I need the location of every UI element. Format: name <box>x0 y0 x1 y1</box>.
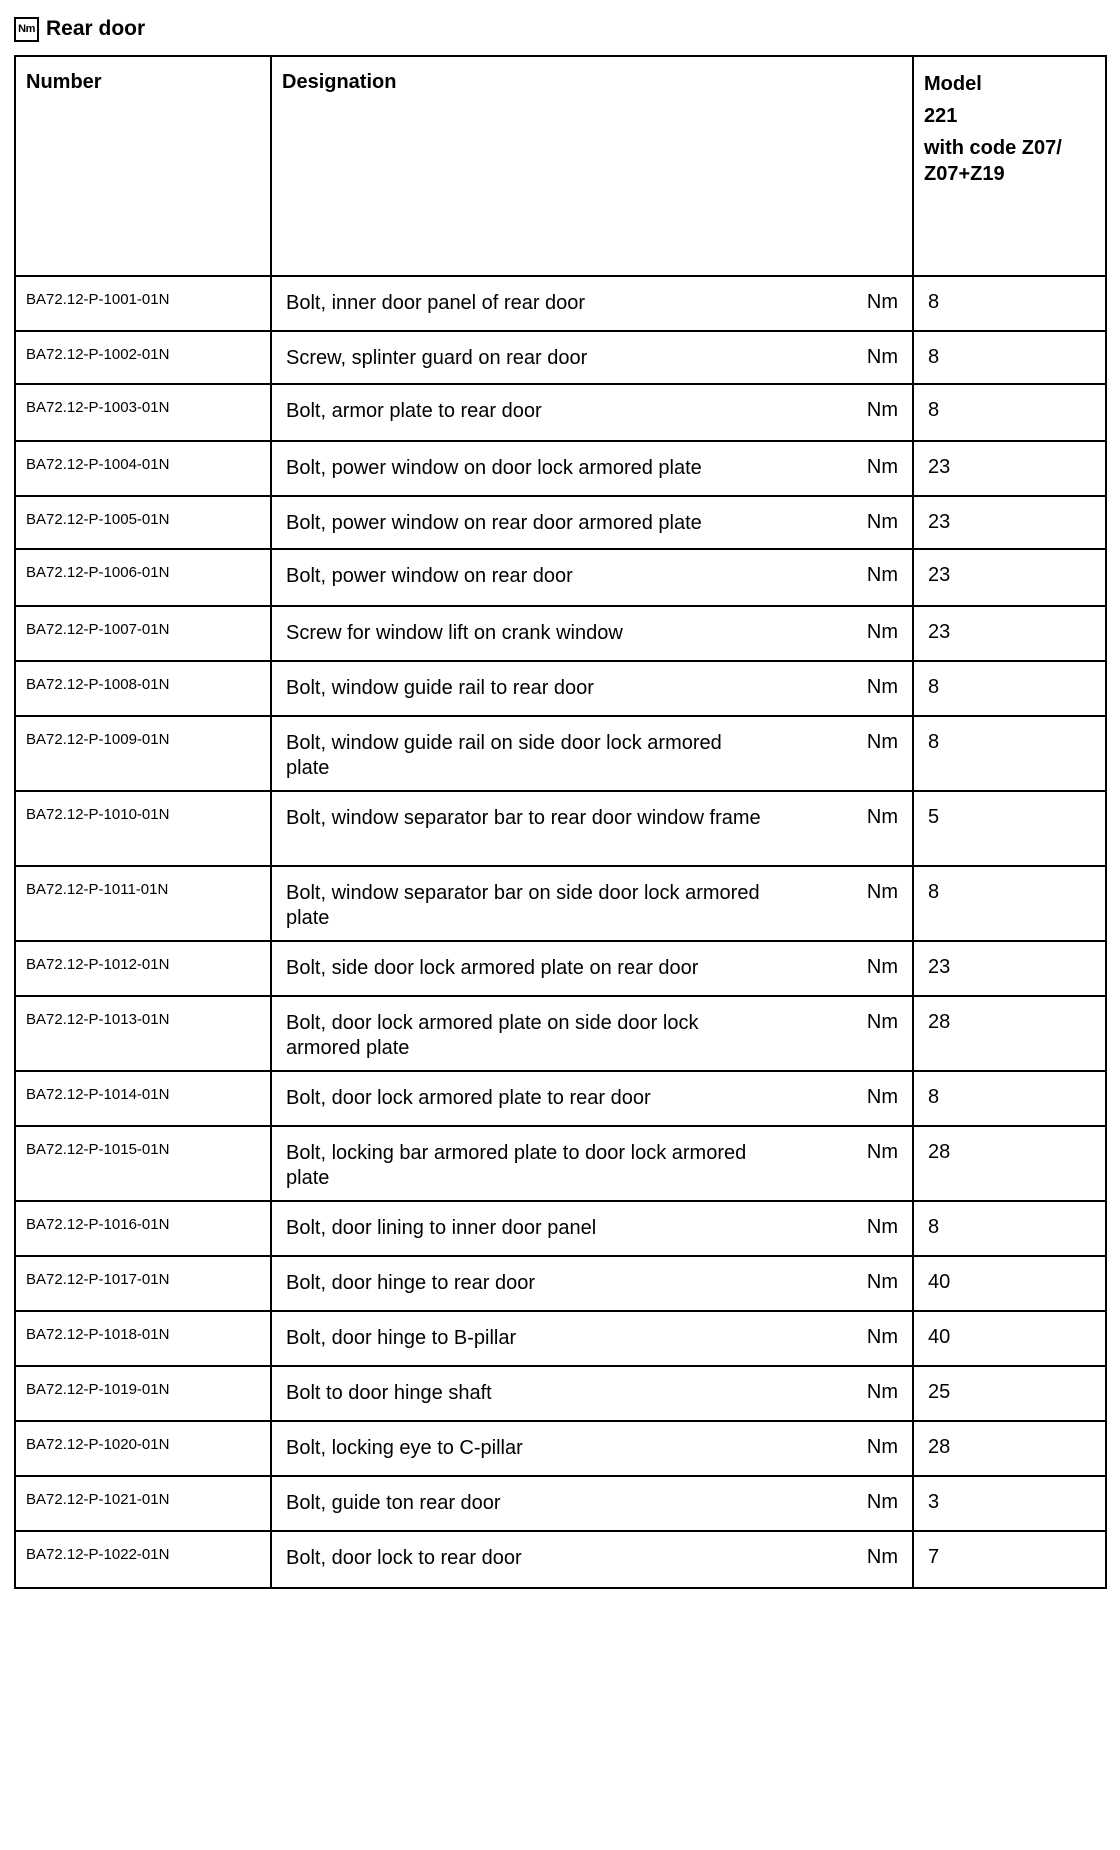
table-row <box>15 1366 1106 1421</box>
row-designation: Screw, splinter guard on rear door <box>286 347 588 369</box>
header-model-line: Model <box>924 73 982 95</box>
table-row <box>15 1311 1106 1366</box>
table-row <box>15 1071 1106 1126</box>
row-number: BA72.12-P-1007-01N <box>15 606 271 661</box>
row-designation-cell <box>271 941 913 996</box>
table-row <box>15 1201 1106 1256</box>
row-torque-value: 8 <box>913 1201 1106 1256</box>
row-unit: Nm <box>866 1216 898 1238</box>
row-unit: Nm <box>866 676 898 698</box>
row-number: BA72.12-P-1005-01N <box>15 496 271 549</box>
row-torque-value: 5 <box>913 791 1106 866</box>
row-unit: Nm <box>866 1491 898 1513</box>
header-model-line: Z07+Z19 <box>924 163 1005 185</box>
row-number: BA72.12-P-1010-01N <box>15 791 271 866</box>
row-unit: Nm <box>866 1271 898 1293</box>
row-torque-value: 23 <box>913 606 1106 661</box>
row-unit: Nm <box>866 291 898 313</box>
row-designation-cell <box>271 606 913 661</box>
row-designation: Bolt, side door lock armored plate on rear door <box>286 957 699 979</box>
row-unit: Nm <box>866 1141 898 1163</box>
row-number: BA72.12-P-1009-01N <box>15 716 271 791</box>
row-designation-cell <box>271 1201 913 1256</box>
row-unit: Nm <box>866 731 898 753</box>
row-number: BA72.12-P-1003-01N <box>15 384 271 441</box>
row-torque-value: 8 <box>913 716 1106 791</box>
row-designation-cell <box>271 1126 913 1201</box>
table-row <box>15 866 1106 941</box>
row-unit: Nm <box>866 1326 898 1348</box>
row-designation-cell <box>271 1311 913 1366</box>
table-row <box>15 1126 1106 1201</box>
table-row <box>15 996 1106 1071</box>
row-designation-cell <box>271 1256 913 1311</box>
row-unit: Nm <box>866 399 898 421</box>
row-unit: Nm <box>866 806 898 828</box>
row-designation: Bolt, window separator bar on side door lock armored plate <box>286 882 760 929</box>
table-row <box>15 791 1106 866</box>
row-designation-cell <box>271 1366 913 1421</box>
row-number: BA72.12-P-1006-01N <box>15 549 271 606</box>
row-number: BA72.12-P-1013-01N <box>15 996 271 1071</box>
row-unit: Nm <box>866 1436 898 1458</box>
table-row <box>15 606 1106 661</box>
row-designation-cell <box>271 496 913 549</box>
row-designation-cell <box>271 1071 913 1126</box>
row-torque-value: 3 <box>913 1476 1106 1531</box>
row-designation-cell <box>271 276 913 331</box>
row-number: BA72.12-P-1018-01N <box>15 1311 271 1366</box>
row-unit: Nm <box>866 1086 898 1108</box>
row-designation-cell <box>271 661 913 716</box>
row-unit: Nm <box>866 511 898 533</box>
row-designation: Screw for window lift on crank window <box>286 622 623 644</box>
row-torque-value: 28 <box>913 1421 1106 1476</box>
row-torque-value: 23 <box>913 496 1106 549</box>
row-designation-cell <box>271 1531 913 1588</box>
row-unit: Nm <box>866 956 898 978</box>
row-number: BA72.12-P-1022-01N <box>15 1531 271 1588</box>
row-torque-value: 8 <box>913 276 1106 331</box>
table-row <box>15 549 1106 606</box>
header-model <box>913 56 1106 276</box>
row-designation: Bolt, inner door panel of rear door <box>286 292 586 314</box>
row-designation: Bolt, power window on rear door armored plate <box>286 512 702 534</box>
table-row <box>15 716 1106 791</box>
row-torque-value: 40 <box>913 1311 1106 1366</box>
row-torque-value: 25 <box>913 1366 1106 1421</box>
row-designation-cell <box>271 1476 913 1531</box>
torque-nm-icon: Nm <box>14 17 39 42</box>
row-number: BA72.12-P-1011-01N <box>15 866 271 941</box>
row-designation-cell <box>271 384 913 441</box>
table-row <box>15 1421 1106 1476</box>
header-model-line: with code Z07/ <box>924 137 1062 159</box>
row-torque-value: 23 <box>913 549 1106 606</box>
row-designation: Bolt to door hinge shaft <box>286 1382 492 1404</box>
row-designation: Bolt, locking bar armored plate to door lock armored plate <box>286 1142 747 1189</box>
row-designation-cell <box>271 331 913 384</box>
row-designation-cell <box>271 716 913 791</box>
row-torque-value: 28 <box>913 996 1106 1071</box>
row-unit: Nm <box>866 1546 898 1568</box>
row-torque-value: 8 <box>913 661 1106 716</box>
row-number: BA72.12-P-1015-01N <box>15 1126 271 1201</box>
row-unit: Nm <box>866 1381 898 1403</box>
row-torque-value: 28 <box>913 1126 1106 1201</box>
table-row <box>15 661 1106 716</box>
row-number: BA72.12-P-1020-01N <box>15 1421 271 1476</box>
row-unit: Nm <box>866 456 898 478</box>
row-torque-value: 40 <box>913 1256 1106 1311</box>
header-model-line: 221 <box>924 105 958 127</box>
row-designation: Bolt, window separator bar to rear door window frame <box>286 807 761 829</box>
torque-spec-table <box>14 55 1107 1589</box>
row-designation: Bolt, door lining to inner door panel <box>286 1217 597 1239</box>
row-designation-cell <box>271 791 913 866</box>
row-number: BA72.12-P-1014-01N <box>15 1071 271 1126</box>
row-number: BA72.12-P-1012-01N <box>15 941 271 996</box>
row-number: BA72.12-P-1019-01N <box>15 1366 271 1421</box>
row-designation: Bolt, locking eye to C-pillar <box>286 1437 523 1459</box>
row-unit: Nm <box>866 621 898 643</box>
table-row <box>15 384 1106 441</box>
header-designation: Designation <box>271 56 913 276</box>
table-row <box>15 941 1106 996</box>
row-designation: Bolt, window guide rail to rear door <box>286 677 594 699</box>
row-unit: Nm <box>866 564 898 586</box>
row-unit: Nm <box>866 881 898 903</box>
row-number: BA72.12-P-1001-01N <box>15 276 271 331</box>
row-torque-value: 8 <box>913 866 1106 941</box>
row-torque-value: 8 <box>913 384 1106 441</box>
row-unit: Nm <box>866 1011 898 1033</box>
row-designation: Bolt, door lock to rear door <box>286 1547 522 1569</box>
row-number: BA72.12-P-1008-01N <box>15 661 271 716</box>
table-row <box>15 441 1106 496</box>
row-number: BA72.12-P-1002-01N <box>15 331 271 384</box>
row-designation-cell <box>271 996 913 1071</box>
row-number: BA72.12-P-1021-01N <box>15 1476 271 1531</box>
row-designation: Bolt, door lock armored plate to rear door <box>286 1087 651 1109</box>
table-row <box>15 1531 1106 1588</box>
table-row <box>15 276 1106 331</box>
row-designation: Bolt, door hinge to rear door <box>286 1272 536 1294</box>
row-designation-cell <box>271 549 913 606</box>
table-row <box>15 1476 1106 1531</box>
row-number: BA72.12-P-1016-01N <box>15 1201 271 1256</box>
row-torque-value: 23 <box>913 441 1106 496</box>
row-designation: Bolt, guide ton rear door <box>286 1492 501 1514</box>
section-title: Rear door <box>46 17 146 40</box>
row-torque-value: 8 <box>913 1071 1106 1126</box>
row-designation: Bolt, power window on door lock armored plate <box>286 457 702 479</box>
table-header-row <box>15 56 1106 276</box>
section-heading <box>14 14 145 44</box>
table-row <box>15 496 1106 549</box>
row-designation-cell <box>271 1421 913 1476</box>
row-torque-value: 23 <box>913 941 1106 996</box>
table-row <box>15 331 1106 384</box>
row-designation-cell <box>271 866 913 941</box>
row-number: BA72.12-P-1017-01N <box>15 1256 271 1311</box>
row-designation: Bolt, power window on rear door <box>286 565 573 587</box>
row-torque-value: 7 <box>913 1531 1106 1588</box>
row-designation: Bolt, armor plate to rear door <box>286 400 542 422</box>
row-designation: Bolt, door hinge to B-pillar <box>286 1327 517 1349</box>
row-designation: Bolt, window guide rail on side door lock armored plate <box>286 732 722 779</box>
row-designation-cell <box>271 441 913 496</box>
row-designation: Bolt, door lock armored plate on side door lock armored plate <box>286 1012 699 1059</box>
row-number: BA72.12-P-1004-01N <box>15 441 271 496</box>
row-torque-value: 8 <box>913 331 1106 384</box>
table-row <box>15 1256 1106 1311</box>
header-number: Number <box>15 56 271 276</box>
row-unit: Nm <box>866 346 898 368</box>
